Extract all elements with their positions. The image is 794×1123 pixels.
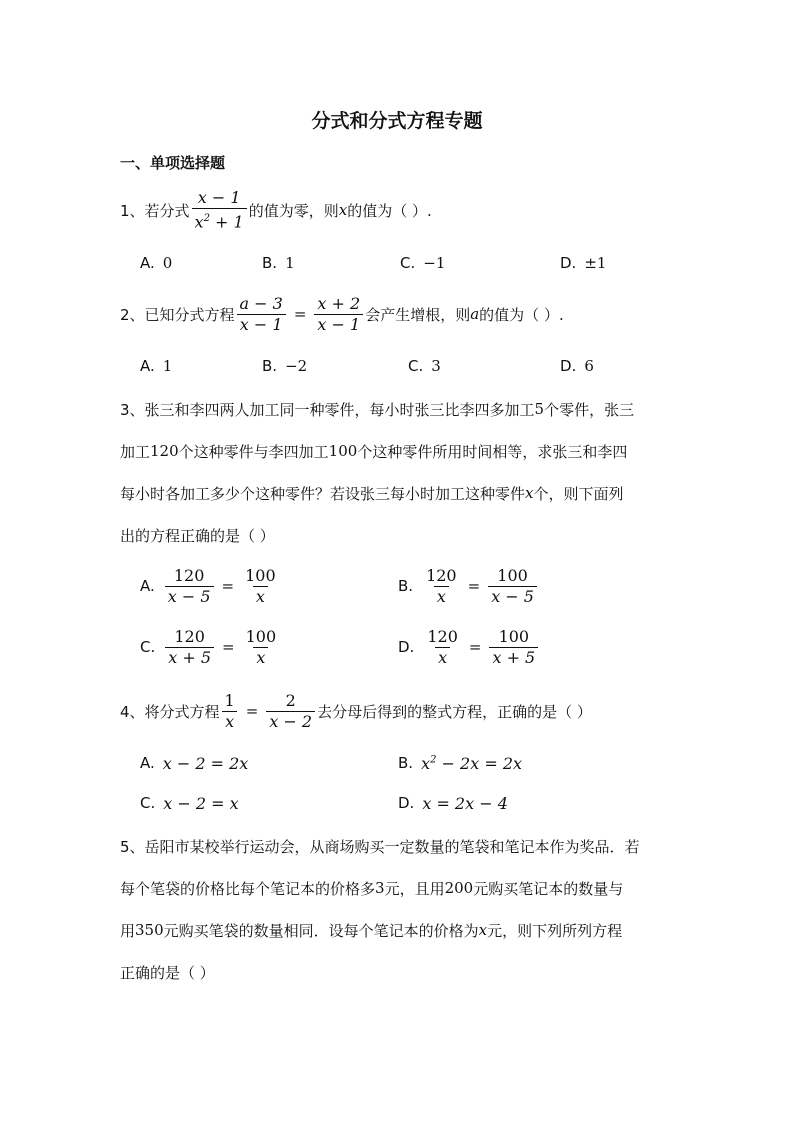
option-right-fraction (242, 566, 279, 607)
option-label: D. (560, 254, 577, 272)
q4-prefix: 4、将分式方程 (120, 702, 220, 721)
question-2 (120, 293, 564, 334)
fraction-numerator: 100 (497, 565, 528, 585)
option-value: 6 (584, 357, 594, 375)
q4-suffix: 去分母后得到的整式方程，正确的是（ ） (317, 702, 592, 721)
q3-text: 个，则下面列 (533, 484, 624, 503)
q3-text: 个这种零件所用时间相等，求张三和李四 (357, 442, 628, 461)
q3-line-2 (120, 433, 627, 469)
q2-left-denominator: x − 1 (237, 314, 286, 335)
q5-number: 3 (375, 879, 385, 897)
fraction-numerator: 100 (498, 626, 530, 646)
q4-right-denominator: x − 2 (266, 711, 315, 732)
option-left-fraction (165, 566, 214, 607)
q5-text: 元，且用 (384, 879, 445, 898)
q3-option-d[interactable] (398, 627, 540, 667)
q1-den-exponent: 2 (203, 212, 210, 224)
q3-text: 3、张三和李四两人加工同一种零件，每小时张三比李四多加工 (120, 400, 535, 419)
q5-line-4 (120, 954, 215, 990)
q5-text: 元，则下列所列方程 (487, 921, 623, 940)
q2-option-a[interactable] (140, 348, 172, 384)
q4-left-fraction (222, 691, 238, 732)
option-value: x = 2x − 4 (422, 793, 508, 813)
option-base: x (421, 753, 431, 773)
option-label: D. (560, 357, 577, 375)
equals-sign: = (468, 638, 482, 656)
fraction-denominator: x (253, 647, 268, 668)
q5-variable: x (478, 921, 488, 939)
equals-sign: = (222, 638, 235, 656)
option-rest: − 2x = 2x (436, 753, 523, 773)
option-right-fraction (489, 627, 538, 668)
option-value (421, 754, 522, 773)
q4-left-numerator: 1 (224, 690, 235, 710)
q3-number: 5 (534, 400, 545, 418)
section-heading: 一、单项选择题 (120, 154, 226, 172)
option-label: C. (400, 254, 416, 272)
fraction-numerator: 120 (426, 565, 457, 585)
option-value: −1 (423, 254, 446, 272)
q5-text: 用 (120, 921, 136, 940)
fraction-denominator: x + 5 (165, 647, 214, 668)
q2-middle: 会产生增根，则 (365, 305, 471, 324)
q1-den-base: x (194, 212, 204, 232)
fraction-numerator: 100 (245, 626, 277, 646)
fraction-denominator: x + 5 (489, 647, 538, 668)
q2-right-numerator: x + 2 (317, 293, 361, 313)
q4-option-a[interactable] (140, 745, 248, 781)
q5-text: 元购买笔记本的数量与 (473, 879, 624, 898)
q3-line-4 (120, 517, 275, 553)
option-label: A. (140, 577, 155, 595)
option-value: ±1 (584, 254, 607, 272)
page-title: 分式和分式方程专题 (311, 110, 483, 132)
option-value: 0 (162, 254, 173, 272)
q3-text: 出的方程正确的是（ ） (120, 526, 275, 545)
q1-prefix: 1、若分式 (120, 201, 190, 220)
q5-text: 每个笔袋的价格比每个笔记本的价格多 (120, 879, 376, 898)
q5-text: 正确的是（ ） (120, 963, 215, 982)
q5-text: 元购买笔袋的数量相同．设每个笔记本的价格为 (163, 921, 479, 940)
q1-option-d[interactable] (560, 245, 606, 281)
fraction-numerator: 120 (174, 626, 205, 646)
q5-line-3 (120, 912, 622, 948)
q4-option-b[interactable] (398, 745, 522, 781)
option-label: A. (140, 254, 155, 272)
fraction-denominator: x − 5 (165, 586, 214, 607)
q3-variable: x (525, 484, 534, 502)
q1-den-rest: + 1 (209, 212, 244, 232)
fraction-numerator: 120 (173, 565, 205, 585)
q1-numerator: x − 1 (197, 187, 241, 207)
q1-middle: 的值为零，则 (248, 201, 339, 220)
option-value: 1 (285, 254, 295, 272)
option-left-fraction (424, 627, 461, 668)
q1-variable: x (338, 201, 348, 219)
question-1 (120, 187, 432, 232)
q3-text: 个这种零件与李四加工 (178, 442, 329, 461)
option-value: 1 (162, 357, 173, 375)
q1-option-a[interactable] (140, 245, 172, 281)
q3-number: 120 (150, 442, 179, 460)
q3-text: 每小时各加工多少个这种零件？若设张三每小时加工这种零件 (120, 484, 526, 503)
q5-text: 5、岳阳市某校举行运动会，从商场购买一定数量的笔袋和笔记本作为奖品．若 (120, 837, 640, 856)
option-label: B. (398, 577, 414, 595)
option-value: x − 2 = x (163, 793, 239, 813)
q3-text: 加工 (120, 442, 151, 461)
fraction-numerator: 120 (427, 626, 458, 646)
option-label: C. (140, 638, 156, 656)
q5-line-1 (120, 828, 640, 864)
q1-fraction (192, 188, 247, 232)
option-label: A. (140, 357, 155, 375)
option-label: B. (398, 754, 414, 772)
q2-option-c[interactable] (408, 348, 441, 384)
option-value: −2 (285, 357, 308, 375)
option-label: D. (398, 794, 415, 812)
q2-suffix: 的值为（ ）. (479, 305, 564, 324)
q3-option-b[interactable] (398, 566, 539, 606)
fraction-denominator: x − 5 (488, 586, 537, 607)
q2-right-denominator: x − 1 (314, 314, 363, 335)
q5-line-2 (120, 870, 623, 906)
q1-suffix: 的值为（ ）. (347, 201, 432, 220)
q2-equals: = (293, 305, 307, 323)
equals-sign: = (221, 577, 235, 595)
equals-sign: = (467, 577, 481, 595)
fraction-denominator: x (435, 647, 450, 668)
q1-option-b[interactable] (262, 245, 295, 281)
fraction-denominator: x (253, 586, 268, 607)
option-right-fraction (243, 627, 280, 668)
q2-option-d[interactable] (560, 348, 594, 384)
q3-option-a[interactable] (140, 566, 281, 606)
fraction-numerator: 100 (245, 565, 276, 585)
q4-option-d[interactable] (398, 785, 508, 821)
q3-number: 100 (328, 442, 358, 460)
q2-left-fraction (237, 294, 286, 335)
q1-option-c[interactable] (400, 245, 445, 281)
fraction-denominator: x (434, 586, 449, 607)
option-label: B. (262, 357, 278, 375)
option-value: 3 (431, 357, 441, 375)
option-left-fraction (165, 627, 214, 668)
q5-number: 200 (444, 879, 474, 897)
q3-line-3 (120, 475, 624, 511)
option-exponent: 2 (430, 754, 437, 766)
q3-text: 个零件，张三 (544, 400, 635, 419)
option-label: A. (140, 754, 155, 772)
q3-option-c[interactable] (140, 627, 281, 667)
q3-line-1 (120, 391, 634, 427)
q2-option-b[interactable] (262, 348, 307, 384)
q4-right-fraction (266, 691, 315, 732)
option-value: x − 2 = 2x (162, 753, 249, 773)
q4-right-numerator: 2 (285, 690, 296, 710)
q5-number: 350 (135, 921, 164, 939)
option-left-fraction (423, 566, 460, 607)
q2-variable: a (470, 305, 480, 323)
q4-equals: = (245, 702, 259, 720)
question-4 (120, 690, 592, 731)
q4-option-c[interactable] (140, 785, 239, 821)
q1-denominator (192, 208, 247, 232)
option-right-fraction (488, 566, 537, 607)
option-label: C. (408, 357, 424, 375)
q4-left-denominator: x (222, 711, 237, 732)
option-label: D. (398, 638, 415, 656)
q2-prefix: 2、已知分式方程 (120, 305, 235, 324)
q2-left-numerator: a − 3 (239, 293, 283, 313)
option-label: C. (140, 794, 156, 812)
q2-right-fraction (314, 294, 363, 335)
option-label: B. (262, 254, 278, 272)
